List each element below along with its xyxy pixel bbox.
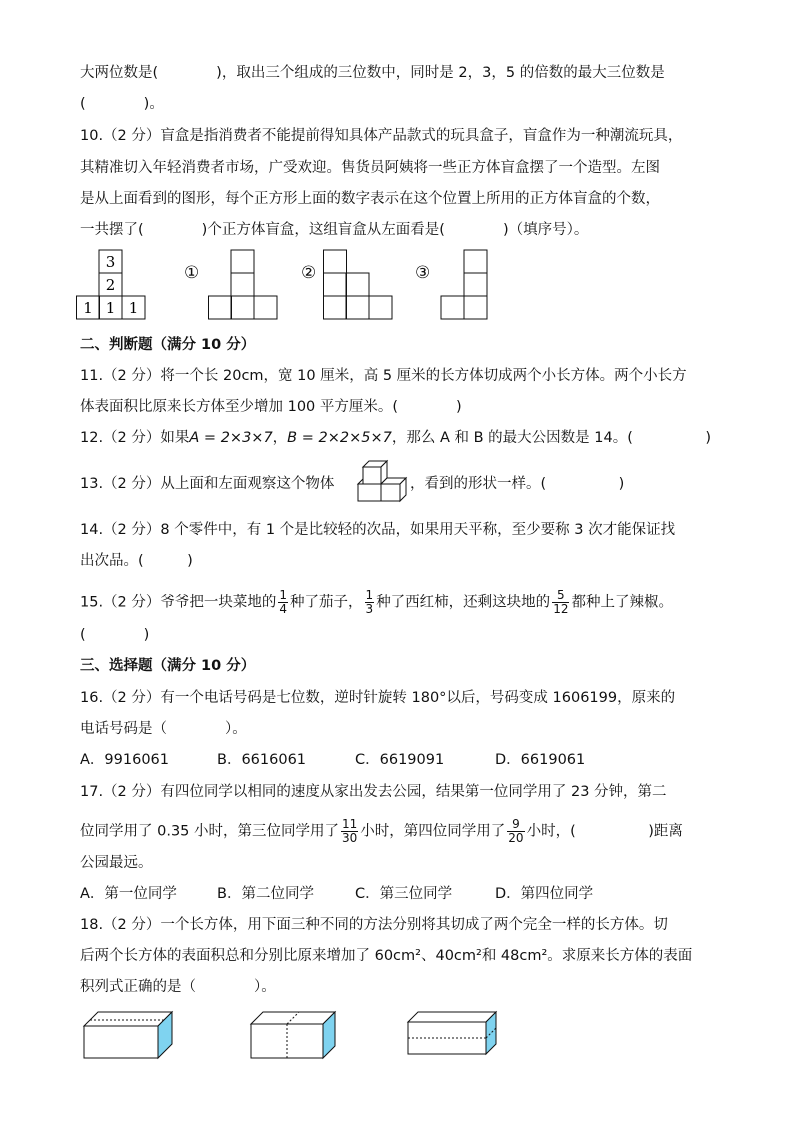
grid-number: 1 [128,299,139,317]
option-b[interactable]: B．第二位同学 [217,886,314,902]
option-a[interactable]: A．第一位同学 [80,886,177,902]
option-2-left-view [323,249,395,321]
q17-line-2 [80,818,683,845]
q10-line-2: 其精准切入年轻消费者市场，广受欢迎。售货员阿姨将一些正方体盲盒摆了一个造型。左图 [80,160,660,176]
q13-text-b: ，看到的形状一样。( ) [410,476,625,492]
q16-options [80,750,585,770]
option-2-label: ② [301,263,317,283]
option-d[interactable]: D．第四位同学 [495,886,594,902]
q10-line-1: 10.（2 分）盲盒是指消费者不能提前得知具体产品款式的玩具盒子，盲盒作为一种潮流玩具， [80,128,683,144]
q12-expr-b: B = 2×2×5×7 [287,430,392,446]
q11-line-2: 体表面积比原来长方体至少增加 100 平方厘米。( ) [80,399,462,415]
option-d[interactable]: D．6619061 [495,752,586,768]
fraction-five-twelfths: $\frac{5}{12}$ [553,588,569,616]
fraction-nine-twentieths: $\frac{9}{20}$ [508,817,524,845]
q15-text-a: 15.（2 分）爷爷把一块菜地的 [80,594,277,611]
grid-number: 3 [105,253,116,271]
q17-line-3: 公园最远。 [80,855,153,871]
cuboid-cut-1 [82,1010,174,1060]
q17-text-c: 小时，( )距离 [526,823,683,840]
cube-object-figure [356,459,408,503]
q14-line-1: 14.（2 分）8 个零件中，有 1 个是比较轻的次品，如果用天平称，至少要称 3 次才能保证找 [80,522,676,538]
q17-text-b: 小时，第四位同学用了 [360,823,506,840]
q12-expr-a: A = 2×3×7 [189,430,273,446]
q12-text-c: ，那么 A 和 B 的最大公因数是 14。( ) [391,430,712,446]
q15-line-2: ( ) [80,627,150,643]
q18-line-3: 积列式正确的是（ ）。 [80,979,276,995]
option-a[interactable]: A．9916061 [80,752,169,768]
option-1-left-view [208,249,280,321]
q18-line-2: 后两个长方体的表面积总和分别比原来增加了 60cm²、40cm²和 48cm²。求原来长方体的表面 [80,948,693,964]
option-3-label: ③ [415,263,431,283]
option-c[interactable]: C．6619091 [355,752,445,768]
fraction-eleven-thirtieths: $\frac{11}{30}$ [342,817,358,845]
option-b[interactable]: B．6616061 [217,752,307,768]
top-view-grid-figure [76,249,148,321]
q15-text-d: 都种上了辣椒。 [571,594,673,611]
option-3-left-view [440,249,490,321]
section-2-title: 二、判断题（满分 10 分） [80,337,256,353]
q15-text-b: 种了茄子， [290,594,363,611]
q11-line-1: 11.（2 分）将一个长 20cm，宽 10 厘米，高 5 厘米的长方体切成两个小长方体。两个小长方 [80,368,687,384]
q10-line-4: 一共摆了( )个正方体盲盒，这组盲盒从左面看是( )（填序号）。 [80,222,589,238]
q17-text-a: 位同学用了 0.35 小时，第三位同学用了 [80,823,340,840]
q13-text-a: 13.（2 分）从上面和左面观察这个物体 [80,476,335,492]
q15-text-c: 种了西红柿，还剩这块地的 [376,594,551,611]
q17-options [80,884,593,904]
option-c[interactable]: C．第三位同学 [355,886,453,902]
grid-number: 1 [105,299,116,317]
q12-text-a: 12.（2 分）如果 [80,430,190,446]
q10-line-3: 是从上面看到的图形，每个正方形上面的数字表示在这个位置上所用的正方体盲盒的个数， [80,191,660,207]
q12-text-b: ， [272,430,288,446]
q18-line-1: 18.（2 分）一个长方体，用下面三种不同的方法分别将其切成了两个完全一样的长方体。切 [80,917,668,933]
q9-line-2: ( )。 [80,96,164,112]
grid-number: 2 [105,276,116,294]
q16-line-1: 16.（2 分）有一个电话号码是七位数，逆时针旋转 180°以后，号码变成 1606199，原来的 [80,690,676,706]
grid-number: 1 [83,299,93,317]
q14-line-2: 出次品。( ) [80,553,193,569]
cuboid-cut-3 [406,1010,498,1056]
cuboid-cut-2 [249,1010,337,1060]
q16-line-2: 电话号码是（ ）。 [80,721,247,737]
q15-line [80,589,673,616]
q9-line-1: 大两位数是( )，取出三个组成的三位数中，同时是 2，3，5 的倍数的最大三位数是 [80,65,665,81]
q12-line [80,428,711,448]
q17-line-1: 17.（2 分）有四位同学以相同的速度从家出发去公园，结果第一位同学用了 23 分钟，第二 [80,784,667,800]
option-1-label: ① [184,263,200,283]
section-3-title: 三、选择题（满分 10 分） [80,658,256,674]
fraction-one-quarter: $\frac{1}{4}$ [279,588,288,616]
fraction-one-third: $\frac{1}{3}$ [365,588,374,616]
